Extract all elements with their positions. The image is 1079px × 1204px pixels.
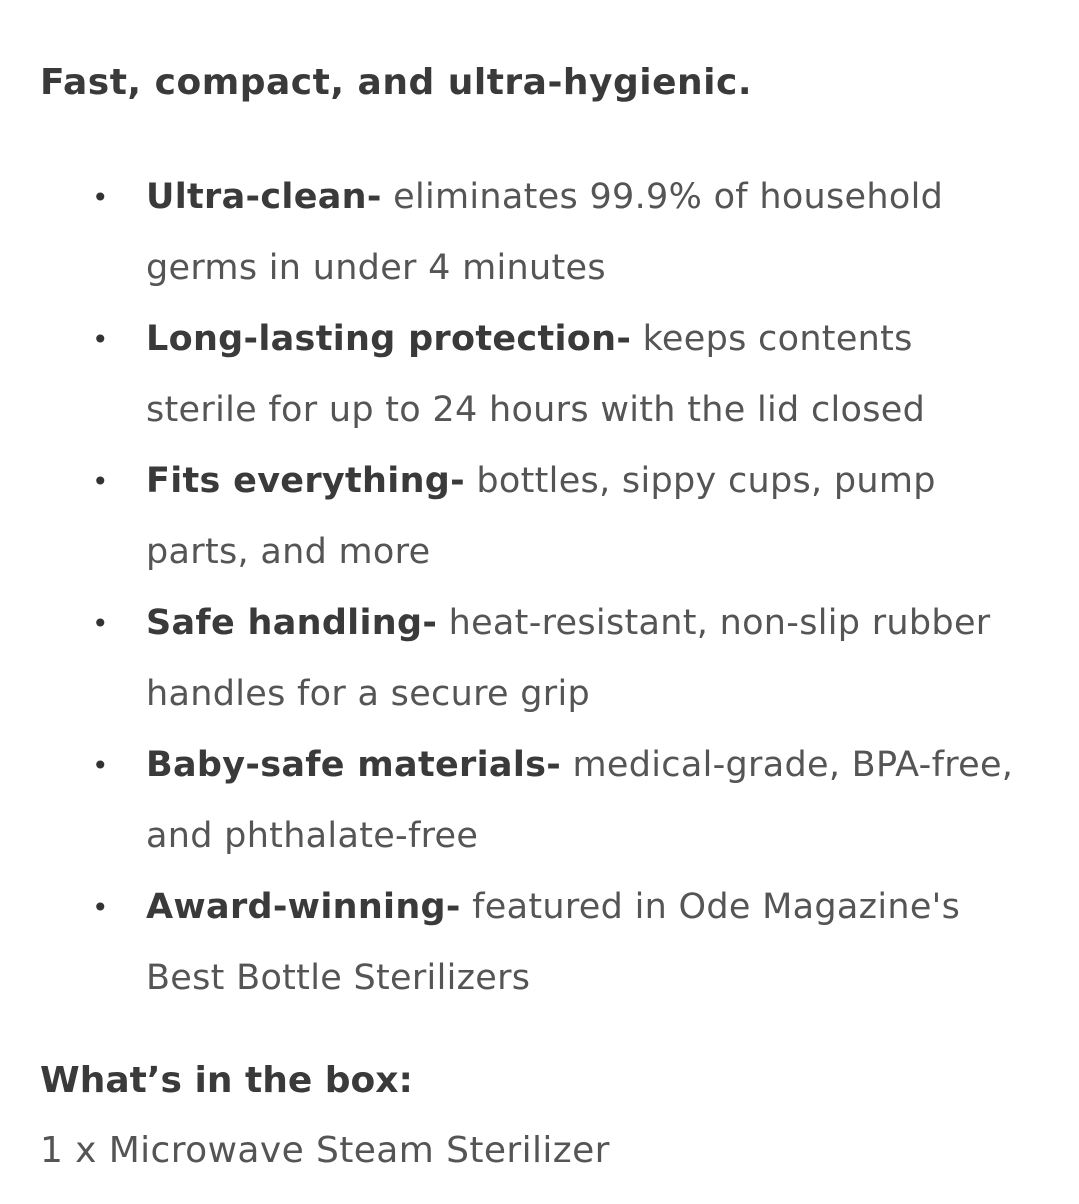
feature-item <box>92 446 1032 588</box>
description-headline: Fast, compact, and ultra-hygienic. <box>40 62 753 103</box>
feature-text: eliminates 99.9% of household germs in under 4 minutes <box>146 177 944 288</box>
bullet-icon: • <box>92 465 109 498</box>
feature-text: featured in Ode Magazine's Best Bottle Sterilizers <box>146 887 961 998</box>
box-contents-heading: What’s in the box: <box>40 1060 413 1101</box>
bullet-icon: • <box>92 323 109 356</box>
feature-title: Award-winning- <box>146 887 461 927</box>
feature-item <box>92 304 1032 446</box>
feature-item <box>92 162 1032 304</box>
feature-list <box>92 162 1032 1014</box>
feature-title: Ultra-clean- <box>146 177 382 217</box>
bullet-icon: • <box>92 749 109 782</box>
feature-title: Baby-safe materials- <box>146 745 562 785</box>
feature-item <box>92 588 1032 730</box>
box-contents-item: 1 x Microwave Steam Sterilizer <box>40 1130 610 1171</box>
bullet-icon: • <box>92 891 109 924</box>
feature-title: Fits everything- <box>146 461 465 501</box>
feature-title: Safe handling- <box>146 603 438 643</box>
feature-text: keeps contents sterile for up to 24 hours with the lid closed <box>146 319 926 430</box>
bullet-icon: • <box>92 607 109 640</box>
feature-item <box>92 730 1032 872</box>
feature-text: medical-grade, BPA-free, and phthalate-free <box>146 745 1014 856</box>
feature-text: heat-resistant, non-slip rubber handles for a secure grip <box>146 603 991 714</box>
feature-text: bottles, sippy cups, pump parts, and more <box>146 461 936 572</box>
feature-title: Long-lasting protection- <box>146 319 632 359</box>
bullet-icon: • <box>92 181 109 214</box>
feature-item <box>92 872 1032 1014</box>
